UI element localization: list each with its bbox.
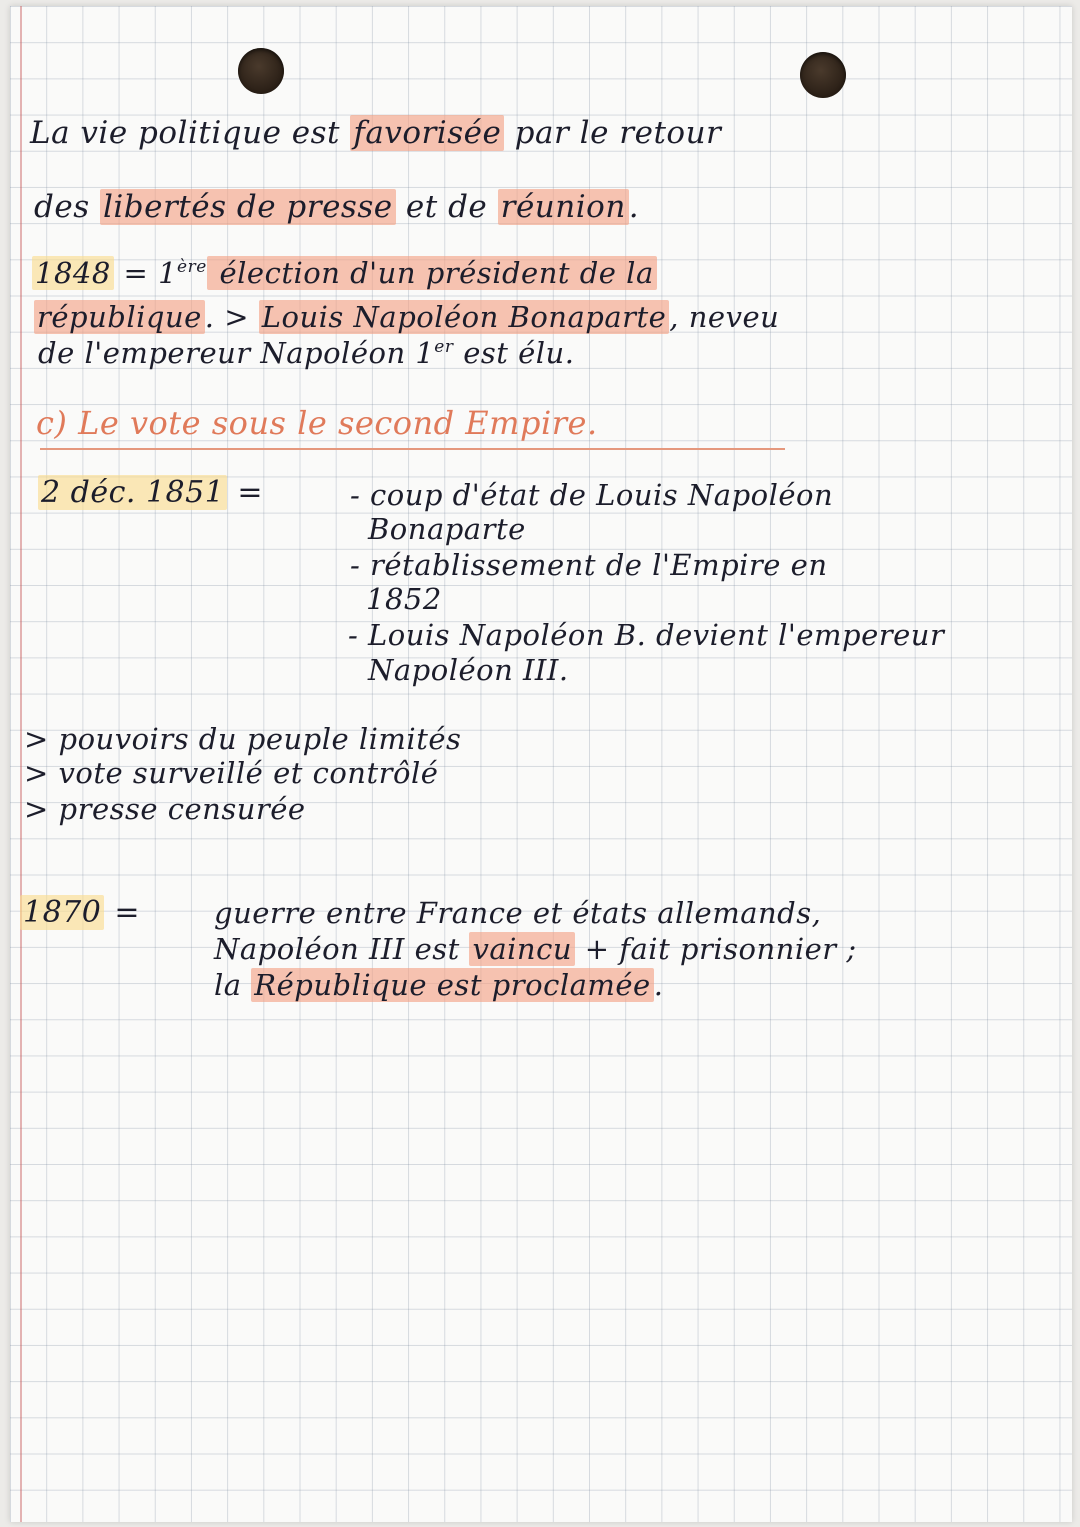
- ordinal-number: 1: [158, 256, 178, 290]
- text-segment: La vie politique est: [30, 115, 351, 151]
- ordinal-suffix: ère: [177, 257, 207, 277]
- equals-sign: =: [113, 256, 159, 290]
- line-2: [34, 190, 639, 224]
- text-segment: .: [653, 968, 664, 1002]
- entry-1851-bullet-3b: Napoléon III.: [368, 653, 569, 687]
- entry-1851-bullet-1a: - coup d'état de Louis Napoléon: [350, 478, 834, 512]
- text-segment: Napoléon III est: [214, 932, 470, 966]
- highlighted-phrase: libertés de presse: [100, 189, 396, 225]
- entry-1870-line-1: guerre entre France et états allemands,: [214, 896, 822, 930]
- text-segment: la: [214, 968, 252, 1002]
- entry-1848-line-1: [32, 258, 657, 290]
- entry-1851-bullet-1b: Bonaparte: [368, 512, 526, 546]
- equals-sign: =: [104, 895, 141, 930]
- punch-hole-left: [238, 48, 284, 94]
- text-segment: de l'empereur Napoléon 1: [38, 336, 435, 370]
- section-title: c) Le vote sous le second Empire.: [36, 404, 598, 442]
- margin-line: [20, 6, 22, 1522]
- highlighted-name: Louis Napoléon Bonaparte: [259, 300, 670, 334]
- date-1870: 1870: [20, 895, 104, 930]
- date-1848: 1848: [32, 256, 114, 290]
- entry-1851-bullet-2b: 1852: [366, 582, 442, 616]
- text-segment: et de: [395, 189, 498, 225]
- entry-1848-line-3: [38, 338, 574, 370]
- consequence-3: > presse censurée: [24, 792, 306, 826]
- entry-1851-bullet-3a: - Louis Napoléon B. devient l'empereur: [348, 618, 945, 652]
- entry-1870-date: [20, 896, 140, 929]
- entry-1851-bullet-2a: - rétablissement de l'Empire en: [350, 548, 828, 582]
- highlighted-phrase: République est proclamée: [251, 968, 653, 1002]
- text-segment: par le retour: [504, 115, 722, 151]
- text-segment: des: [34, 189, 100, 225]
- highlighted-phrase: élection d'un président de la: [207, 256, 657, 290]
- text-segment: + fait prisonnier ;: [575, 932, 857, 966]
- text-segment: . >: [204, 300, 259, 334]
- entry-1851-date: [38, 476, 263, 509]
- highlighted-word: favorisée: [350, 115, 504, 151]
- highlighted-word: réunion: [498, 189, 629, 225]
- highlighted-word: république: [34, 300, 205, 334]
- line-1: [30, 116, 721, 150]
- entry-1870-line-3: [214, 970, 663, 1002]
- equals-sign: =: [227, 475, 263, 510]
- entry-1870-line-2: [214, 934, 857, 966]
- punch-hole-right: [800, 52, 846, 98]
- consequence-1: > pouvoirs du peuple limités: [24, 722, 462, 756]
- highlighted-word: vaincu: [469, 932, 575, 966]
- entry-1848-line-2: [34, 302, 779, 334]
- text-segment: .: [628, 189, 640, 225]
- text-segment: est élu.: [453, 336, 575, 370]
- consequence-2: > vote surveillé et contrôlé: [24, 756, 439, 790]
- date-1851: 2 déc. 1851: [38, 475, 227, 510]
- title-underline: [40, 448, 785, 450]
- ordinal-suffix: er: [434, 337, 454, 357]
- text-segment: , neveu: [669, 300, 780, 334]
